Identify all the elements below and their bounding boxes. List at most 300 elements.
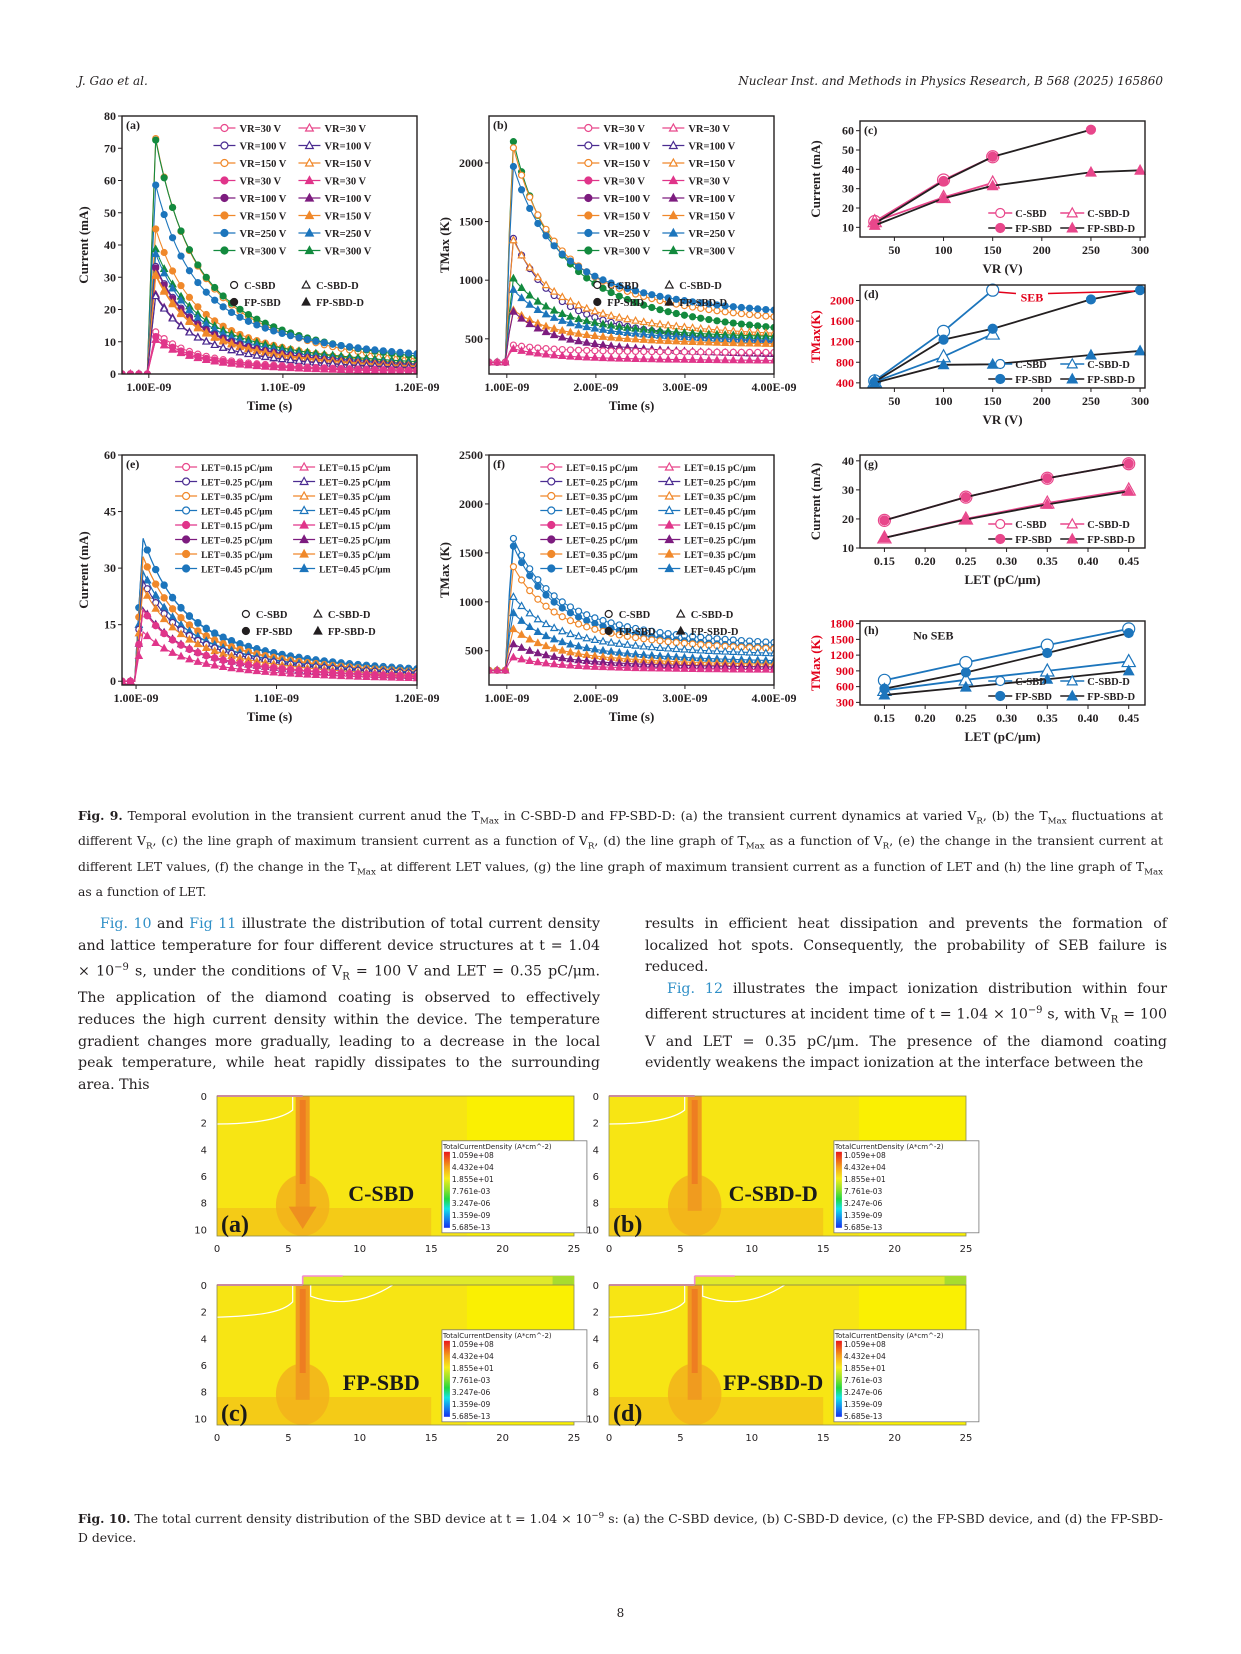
data-point [575, 633, 582, 639]
data-point [567, 353, 574, 359]
legend-circle-icon [585, 177, 592, 184]
data-point [624, 355, 631, 361]
legend-label: VR=100 V [603, 194, 651, 205]
x-tick-label: 1.00E-09 [113, 691, 159, 705]
data-point [559, 661, 566, 667]
series-c-sbd [869, 284, 999, 387]
x-tick-label: 4.00E-09 [751, 380, 797, 394]
data-point [665, 645, 672, 651]
data-point [510, 641, 517, 647]
cfd-x-tick-label: 5 [285, 1433, 292, 1444]
legend-value: 4.432e+04 [843, 1162, 886, 1172]
data-point [657, 321, 664, 327]
legend-circle-icon [221, 177, 228, 184]
data-point [583, 305, 590, 311]
fig11-link[interactable]: Fig 11 [189, 916, 237, 932]
legend-circle-icon [548, 478, 555, 485]
data-point [535, 212, 541, 218]
y-axis-label: TMax (K) [808, 635, 823, 691]
data-point [144, 613, 150, 619]
data-point [535, 596, 541, 602]
data-point [526, 647, 533, 653]
data-point [730, 320, 736, 326]
x-tick-label: 0.15 [873, 711, 895, 725]
legend-color-bar [444, 1341, 450, 1417]
x-tick-label: 0.40 [1077, 711, 1099, 725]
data-point [237, 314, 243, 320]
data-point [746, 357, 753, 363]
x-tick-label: 0.20 [914, 711, 936, 725]
y-tick-label: 1800 [830, 616, 854, 631]
data-point [510, 139, 516, 145]
legend-marker-icon [996, 209, 1005, 218]
body-sup: −9 [1027, 1005, 1043, 1017]
data-point [510, 145, 516, 151]
data-point [527, 194, 533, 200]
x-axis-label: LET (pC/μm) [964, 729, 1041, 744]
data-point [673, 356, 680, 362]
legend-label: LET=0.35 pC/μm [319, 551, 391, 561]
data-point [186, 646, 192, 652]
data-point [657, 293, 663, 299]
data-point [551, 645, 558, 651]
device-label: C-SBD [348, 1181, 415, 1206]
data-point [338, 343, 344, 349]
y-tick-label: 50 [842, 143, 854, 157]
data-point [510, 164, 516, 170]
x-tick-label: 1.00E-09 [126, 380, 172, 394]
series-fp-sbd-d-let-0-15 [119, 632, 421, 684]
data-point [161, 645, 168, 651]
series-fp-sbd [870, 286, 1144, 387]
caption-text: Temporal evolution in the transient current anud the T [127, 808, 480, 823]
legend-circle-icon [548, 493, 555, 500]
chart-panel-d [808, 284, 1149, 427]
y-tick-label: 40 [842, 453, 854, 468]
data-point [153, 137, 159, 143]
data-point [543, 351, 550, 357]
legend-label: LET=0.15 pC/μm [201, 464, 273, 474]
data-point [527, 588, 533, 594]
legend-circle-icon [183, 507, 190, 514]
legend-label: VR=100 V [239, 194, 287, 205]
legend-circle-icon [585, 230, 592, 237]
legend-title: TotalCurrentDensity (A*cm^-2) [834, 1331, 944, 1340]
data-point [262, 325, 268, 331]
legend-label: LET=0.15 pC/μm [201, 522, 273, 532]
legend-value: 1.059e+08 [843, 1150, 886, 1160]
data-point [254, 322, 260, 328]
data-point [567, 610, 573, 616]
data-point [988, 152, 997, 161]
x-tick-label: 1.20E-09 [394, 380, 440, 394]
y-axis-label: TMax (K) [437, 217, 452, 273]
current-filament-core [300, 1100, 306, 1184]
x-tick-label: 50 [888, 243, 901, 257]
data-point [543, 643, 550, 649]
data-point [961, 493, 970, 502]
data-point [519, 560, 525, 566]
data-point [559, 614, 565, 620]
body-paragraph: results in efficient heat dissipation and prevents the formation of localized hot spots. Consequently, the probability of SEB failure is reduced. [645, 916, 1167, 976]
data-point [519, 577, 525, 583]
data-point [583, 339, 590, 345]
x-axis-label: Time (s) [608, 709, 655, 724]
chart-panel-e [76, 448, 440, 724]
legend-circle-icon [183, 464, 190, 471]
data-point [632, 642, 639, 648]
data-point [551, 288, 558, 294]
marker-key-icon [302, 298, 310, 305]
y-tick-label: 400 [836, 375, 854, 390]
cfd-y-tick-label: 0 [200, 1281, 207, 1292]
fig12-link[interactable]: Fig. 12 [667, 980, 723, 997]
legend-label: C-SBD-D [1087, 520, 1130, 531]
legend-label: C-SBD [1015, 677, 1047, 688]
y-axis-label: Current (mA) [808, 140, 823, 218]
data-point [755, 306, 761, 312]
data-point [535, 350, 542, 356]
data-point [632, 355, 639, 361]
body-text: = 100 V and LET = 0.35 pC/μm. The presence of the diamond coating evidently weakens the impact ionization at the interface between the [645, 1007, 1167, 1072]
data-point [730, 349, 736, 355]
data-point [559, 628, 566, 634]
marker-key-icon [242, 628, 249, 635]
data-point [600, 638, 607, 644]
data-point [567, 618, 573, 624]
marker-key-label: C-SBD-D [327, 610, 371, 621]
legend-label: LET=0.35 pC/μm [566, 551, 638, 561]
y-tick-label: 15 [104, 617, 116, 632]
legend-value: 1.359e-09 [843, 1399, 883, 1409]
legend [988, 519, 1135, 546]
y-tick-label: 20 [842, 511, 854, 526]
data-point [722, 319, 728, 325]
data-point [559, 317, 566, 323]
y-axis-label: Current (mA) [808, 462, 823, 541]
data-point [212, 284, 218, 290]
body-sup: −9 [114, 962, 129, 974]
data-point [567, 641, 574, 647]
data-point [510, 286, 517, 292]
legend-label: LET=0.25 pC/μm [319, 536, 391, 547]
data-point [592, 348, 598, 354]
data-point [575, 662, 582, 668]
x-tick-label: 250 [1081, 243, 1100, 257]
data-point [526, 636, 533, 642]
body-text: s, with V [1042, 1007, 1111, 1024]
marker-key-label: C-SBD [255, 610, 288, 621]
chart-panel-a [76, 109, 440, 413]
legend-label: VR=30 V [688, 124, 731, 135]
data-point [755, 312, 761, 318]
data-point [575, 302, 582, 308]
panel-label: (e) [126, 457, 140, 471]
data-point [543, 603, 549, 609]
caption-subscript: Max [1144, 867, 1163, 878]
marker-key-icon [594, 282, 601, 289]
legend-marker-icon [996, 677, 1005, 686]
legend-label: FP-SBD-D [1087, 535, 1136, 546]
legend-label: LET=0.35 pC/μm [566, 493, 638, 503]
data-point [152, 592, 159, 598]
data-point [526, 301, 533, 307]
cfd-x-tick-label: 5 [677, 1433, 684, 1444]
cfd-x-tick-label: 10 [745, 1433, 759, 1444]
data-point [583, 644, 590, 650]
legend-circle-icon [221, 195, 228, 202]
legend-value: 1.855e+01 [451, 1363, 494, 1373]
data-point [600, 342, 607, 348]
legend-label: LET=0.15 pC/μm [684, 522, 756, 532]
legend-marker-icon [996, 375, 1005, 384]
cfd-y-tick-label: 2 [592, 1118, 599, 1130]
marker-key-icon [677, 610, 685, 617]
legend-circle-icon [548, 522, 555, 529]
marker-key-icon [594, 299, 601, 306]
data-point [1043, 474, 1052, 483]
data-point [559, 334, 566, 340]
legend-label: VR=250 V [239, 229, 287, 240]
figure-10-caption-text: The total current density distribution of the SBD device at t = 1.04 × 10 [134, 1511, 592, 1527]
x-tick-label: 0.25 [955, 711, 977, 725]
legend-color-bar [444, 1152, 450, 1228]
data-point [706, 647, 713, 653]
cfd-y-tick-label: 4 [592, 1145, 599, 1157]
marker-key-label: FP-SBD-D [690, 627, 739, 638]
data-point [519, 172, 525, 178]
legend-value: 1.059e+08 [451, 1150, 494, 1160]
y-tick-label: 20 [104, 302, 116, 317]
chart-panel-g [808, 454, 1145, 587]
caption-subscript: R [976, 816, 983, 827]
data-point [698, 315, 704, 321]
cfd-x-tick-label: 10 [745, 1244, 759, 1255]
legend-label: VR=100 V [239, 141, 287, 153]
body-column-left [78, 914, 600, 1096]
x-axis-label: Time (s) [246, 398, 293, 413]
legend-label: VR=100 V [603, 141, 651, 153]
data-point [543, 633, 550, 639]
data-point [170, 606, 176, 612]
data-point [616, 335, 623, 341]
x-tick-label: 2.00E-09 [573, 380, 619, 394]
legend-circle-icon [548, 507, 555, 514]
data-point [616, 314, 623, 320]
panel-label: (a) [221, 1212, 249, 1238]
data-point [1136, 286, 1145, 295]
legend-label: VR=30 V [688, 176, 731, 188]
cfd-x-tick-label: 15 [424, 1244, 438, 1255]
data-point [576, 608, 582, 614]
y-tick-label: 2500 [459, 448, 483, 462]
data-point [657, 307, 663, 313]
y-tick-label: 600 [836, 679, 854, 694]
data-point [380, 348, 386, 354]
data-point [543, 660, 550, 666]
data-point [583, 324, 590, 330]
caption-text: as a function of V [764, 833, 883, 849]
data-point [245, 312, 251, 318]
y-tick-label: 900 [836, 663, 854, 678]
data-point [271, 328, 277, 334]
data-point [178, 615, 184, 621]
data-point [551, 332, 558, 338]
fig10-link[interactable]: Fig. 10 [100, 916, 152, 932]
series-line [875, 334, 993, 382]
legend-circle-icon [585, 247, 592, 254]
y-tick-label: 1500 [830, 632, 854, 647]
annotation-arrow [999, 292, 1016, 293]
data-point [535, 583, 541, 589]
legend-title: TotalCurrentDensity (A*cm^-2) [834, 1142, 944, 1151]
data-point [714, 318, 720, 324]
data-point [559, 655, 566, 661]
legend-label: LET=0.25 pC/μm [201, 536, 273, 547]
legend-value: 1.359e-09 [451, 1399, 491, 1409]
y-tick-label: 300 [836, 695, 854, 710]
y-tick-label: 80 [104, 109, 116, 123]
data-point [152, 639, 159, 645]
data-point [510, 535, 516, 541]
data-point [543, 652, 550, 658]
y-axis-label: TMax (K) [437, 542, 452, 598]
data-point [706, 317, 712, 323]
marker-key-label: C-SBD-D [679, 281, 722, 292]
data-point [576, 621, 582, 627]
legend-label: VR=250 V [324, 229, 372, 240]
legend-label: LET=0.15 pC/μm [566, 464, 638, 474]
data-point [559, 251, 565, 257]
figure-9-caption-text [78, 808, 1163, 899]
data-point [195, 334, 202, 340]
data-point [640, 643, 647, 649]
caption-text: , (c) the line graph of maximum transient current as a function of V [152, 833, 588, 849]
y-tick-label: 30 [842, 181, 854, 196]
caption-text: , (b) the T [982, 808, 1048, 823]
data-point [608, 355, 615, 361]
cfd-y-tick-label: 6 [200, 1361, 207, 1372]
data-point [144, 547, 150, 553]
marker-key-icon [231, 299, 238, 306]
y-tick-label: 2000 [830, 293, 854, 308]
data-point [747, 322, 753, 328]
data-point [738, 357, 745, 363]
y-tick-label: 30 [842, 482, 854, 497]
data-point [543, 226, 549, 232]
chart-panel-f [437, 448, 797, 724]
x-tick-label: 0.40 [1077, 554, 1099, 568]
caption-subscript: R [146, 841, 153, 852]
caption-text: as a function of LET. [78, 884, 207, 900]
y-tick-label: 45 [104, 504, 116, 519]
data-point [203, 338, 210, 344]
legend-label: LET=0.35 pC/μm [201, 551, 273, 561]
data-point [649, 644, 656, 650]
legend-label: VR=150 V [239, 211, 287, 223]
data-point [186, 294, 192, 300]
y-tick-label: 1000 [459, 594, 483, 609]
current-filament-core [300, 1289, 306, 1373]
data-point [363, 346, 369, 352]
legend-value: 5.685e-13 [843, 1222, 883, 1232]
cfd-y-tick-label: 8 [592, 1387, 599, 1399]
legend-label: FP-SBD-D [1087, 224, 1136, 235]
data-point [706, 356, 713, 362]
y-tick-label: 2000 [459, 496, 483, 511]
data-point [389, 349, 395, 355]
data-point [551, 599, 557, 605]
legend-circle-icon [548, 565, 555, 572]
legend-circle-icon [183, 536, 190, 543]
body-sub: R [342, 971, 350, 983]
data-point [245, 318, 251, 324]
legend-label: LET=0.25 pC/μm [684, 478, 756, 489]
data-point [195, 280, 201, 286]
legend-label: VR=150 V [324, 159, 372, 170]
x-tick-label: 1.10E-09 [254, 691, 300, 705]
field-plate-oxide [303, 1276, 574, 1285]
x-tick-label: 250 [1081, 394, 1100, 408]
y-tick-label: 500 [465, 331, 483, 346]
data-point [228, 347, 235, 353]
x-tick-label: 2.00E-09 [573, 691, 619, 705]
data-point [722, 357, 729, 363]
data-point [583, 354, 590, 360]
data-point [657, 356, 664, 362]
panel-label: (g) [864, 457, 878, 471]
legend-label: LET=0.35 pC/μm [684, 493, 756, 503]
data-point [583, 635, 590, 641]
data-point [211, 662, 218, 668]
data-point [543, 621, 550, 627]
data-point [153, 226, 159, 232]
data-point [203, 274, 209, 280]
data-point [641, 349, 647, 355]
legend-label: C-SBD-D [1087, 360, 1130, 371]
legend-label: LET=0.45 pC/μm [684, 565, 756, 576]
marker-key-label: FP-SBD-D [327, 627, 376, 638]
data-point [681, 312, 687, 318]
page-number: 8 [616, 1606, 625, 1620]
data-point [575, 650, 582, 656]
legend-label: VR=150 V [239, 159, 287, 170]
y-tick-label: 1000 [459, 273, 483, 288]
data-point [681, 646, 688, 652]
data-point [600, 355, 607, 361]
data-point [220, 293, 226, 299]
data-point [584, 347, 590, 353]
data-point [559, 599, 565, 605]
data-point [237, 666, 244, 672]
legend-label: LET=0.45 pC/μm [319, 507, 391, 518]
figure-9 [0, 0, 1241, 800]
caption-subscript: Max [479, 816, 499, 827]
caption-subscript: Max [356, 867, 376, 878]
data-point [1043, 649, 1052, 658]
marker-key-icon [314, 627, 322, 634]
data-point [161, 631, 167, 637]
legend-marker-icon [996, 535, 1005, 544]
data-point [144, 564, 150, 570]
legend-value: 7.761e-03 [451, 1186, 491, 1196]
data-point [372, 347, 378, 353]
data-point [330, 341, 336, 347]
legend-label: C-SBD [1015, 360, 1047, 371]
data-point [649, 349, 655, 355]
x-tick-label: 200 [1032, 243, 1051, 257]
marker-key-label: FP-SBD-D [316, 298, 364, 309]
